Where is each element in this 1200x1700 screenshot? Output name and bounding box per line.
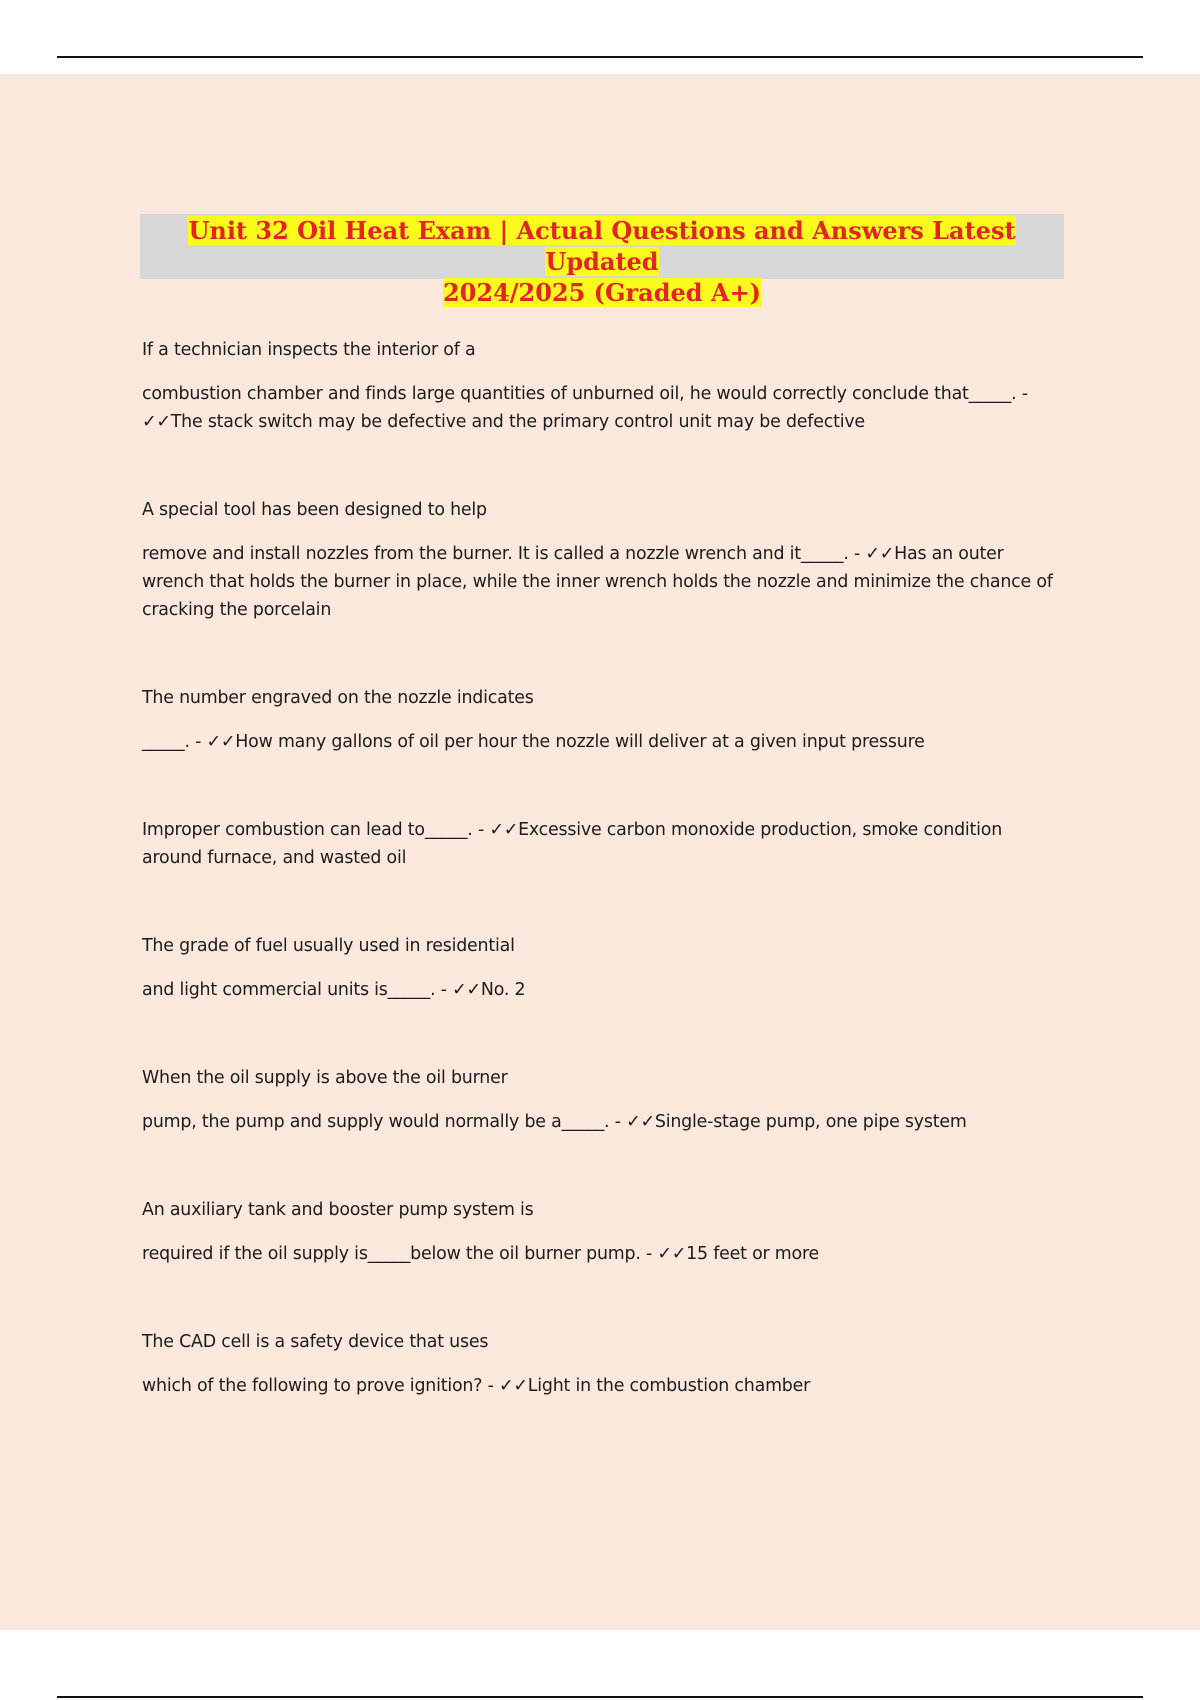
qa-list: [142, 336, 1060, 1400]
question-answer: which of the following to prove ignition? - ✓✓Light in the combustion chamber: [142, 1376, 811, 1396]
question-answer: and light commercial units is_____. - ✓✓No. 2: [142, 980, 526, 1000]
question-lead: An auxiliary tank and booster pump system is: [142, 1200, 534, 1220]
question-lead: A special tool has been designed to help: [142, 500, 487, 520]
qa-item-1: [142, 336, 1060, 436]
qa-item-3: [142, 684, 1060, 756]
question-answer: remove and install nozzles from the burner. It is called a nozzle wrench and it_____. - ✓✓Has an outer wrench that holds the burner in place, while the inner wrench holds the nozzle and minimize the chance of cracking the porcelain: [142, 544, 1053, 620]
question-lead: The CAD cell is a safety device that uses: [142, 1332, 489, 1352]
qa-item-2: [142, 496, 1060, 624]
qa-item-4: [142, 816, 1060, 872]
title-line-2: 2024/2025 (Graded A+): [442, 278, 762, 307]
qa-item-5: [142, 932, 1060, 1004]
document-title: [140, 214, 1064, 307]
question-answer: pump, the pump and supply would normally be a_____. - ✓✓Single-stage pump, one pipe system: [142, 1112, 967, 1132]
question-lead: The number engraved on the nozzle indicates: [142, 688, 534, 708]
question-answer: required if the oil supply is_____below the oil burner pump. - ✓✓15 feet or more: [142, 1244, 820, 1264]
question-answer: combustion chamber and finds large quantities of unburned oil, he would correctly conclude that_____. - ✓✓The stack switch may be defective and the primary control unit may be defective: [142, 384, 1028, 432]
question-answer: Improper combustion can lead to_____. - ✓✓Excessive carbon monoxide production, smoke condition around furnace, and wasted oil: [142, 820, 1003, 868]
question-lead: If a technician inspects the interior of a: [142, 340, 476, 360]
header-rule: [57, 56, 1143, 58]
footer-rule: [57, 1696, 1143, 1698]
document-page: [0, 74, 1200, 1630]
qa-item-6: [142, 1064, 1060, 1136]
qa-item-8: [142, 1328, 1060, 1400]
question-lead: When the oil supply is above the oil burner: [142, 1068, 508, 1088]
question-lead: The grade of fuel usually used in residential: [142, 936, 515, 956]
qa-item-7: [142, 1196, 1060, 1268]
question-answer: _____. - ✓✓How many gallons of oil per hour the nozzle will deliver at a given input pressure: [142, 732, 925, 752]
title-line-1: Unit 32 Oil Heat Exam | Actual Questions and Answers Latest Updated: [188, 216, 1016, 276]
